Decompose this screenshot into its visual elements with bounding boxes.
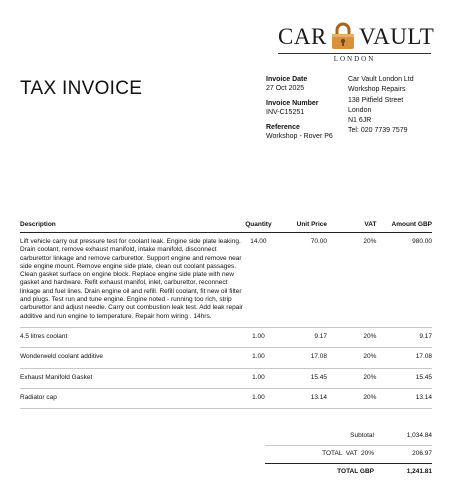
table-row	[20, 348, 432, 368]
item-vat: 20%	[327, 233, 376, 328]
table-row	[20, 327, 432, 347]
header-vat: VAT	[327, 220, 376, 233]
line-items-table	[20, 220, 432, 409]
logo-divider	[278, 53, 431, 54]
vat-total-row	[265, 446, 432, 464]
company-address	[348, 75, 414, 137]
item-unit-price: 17.08	[272, 348, 327, 368]
item-quantity: 1.00	[245, 388, 271, 408]
item-quantity: 1.00	[245, 368, 271, 388]
grand-total-value: 1,241.81	[406, 468, 432, 475]
item-description: 4.5 litres coolant	[20, 327, 245, 347]
header-description: Description	[20, 220, 245, 233]
item-amount: 17.08	[376, 348, 432, 368]
item-vat: 20%	[327, 348, 376, 368]
company-line: Car Vault London Ltd	[348, 76, 414, 83]
item-quantity: 1.00	[245, 348, 271, 368]
item-vat: 20%	[327, 368, 376, 388]
document-title: TAX INVOICE	[20, 78, 143, 99]
subtotal-row	[265, 428, 432, 446]
table-row	[20, 233, 432, 328]
invoice-number-label: Invoice Number	[266, 100, 319, 107]
subtotal-value: 1,034.84	[382, 428, 432, 446]
subtotal-label: Subtotal	[265, 428, 382, 446]
invoice-date-label: Invoice Date	[266, 76, 308, 83]
table-row	[20, 368, 432, 388]
car-vault-logo	[278, 20, 435, 64]
item-amount: 13.14	[376, 388, 432, 408]
company-line: London	[348, 106, 372, 114]
padlock-icon	[330, 22, 356, 50]
invoice-date: 27 Oct 2025	[266, 85, 305, 92]
item-quantity: 1.00	[245, 327, 271, 347]
company-line: Tel: 020 7739 7579	[348, 127, 408, 135]
item-description: Wonderweld coolant additive	[20, 348, 245, 368]
totals-table	[265, 428, 432, 481]
item-description: Exhaust Manifold Gasket	[20, 368, 245, 388]
item-vat: 20%	[327, 388, 376, 408]
item-description: Lift vehicle carry out pressure test for coolant leak. Engine side plate leaking. Drain coolant, remove exhaust manifold, intake manifold, disconnect carburettor linkage and remove carburettor. Support engine and remove near side engine mount. Remove engine side plate, clean out coolant passages. Clean gasket surface on engine block. Replace engine side plate with new gasket and hardware. Refit exhaust manifol, inlet, carburettor, reconnect linkage and fuel lines. Drain engine oil and refill. Refill coolant, fit new oil filter and plugs. Test run and tune engine. Engine noted - running too rich, strip carburettor and adjust needle. Carry out combustion leak test. Add leak repair additive and run engine to temperature. Repair horn wiring . 14hrs.	[20, 233, 245, 328]
header-quantity: Quantity	[245, 220, 271, 233]
logo-word-car: CAR	[278, 24, 327, 49]
header-amount: Amount GBP	[376, 220, 432, 233]
item-vat: 20%	[327, 327, 376, 347]
reference-label: Reference	[266, 124, 300, 131]
item-description: Radiator cap	[20, 388, 245, 408]
item-unit-price: 15.45	[272, 368, 327, 388]
header-unit-price: Unit Price	[272, 220, 327, 233]
item-unit-price: 9.17	[272, 327, 327, 347]
grand-total-row	[265, 464, 432, 482]
table-row	[20, 388, 432, 408]
logo-city: LONDON	[333, 55, 376, 63]
item-amount: 15.45	[376, 368, 432, 388]
item-unit-price: 70.00	[272, 233, 327, 328]
vat-total-label: TOTAL VAT 20%	[265, 446, 382, 464]
company-line: 138 Pitfield Street	[348, 96, 404, 104]
company-line: N1 6JR	[348, 117, 372, 125]
item-amount: 980.00	[376, 233, 432, 328]
item-unit-price: 13.14	[272, 388, 327, 408]
vat-total-value: 206.97	[382, 446, 432, 464]
invoice-meta	[266, 75, 333, 141]
reference-value: Workshop - Rover P6	[266, 133, 333, 140]
grand-total-label: TOTAL GBP	[337, 468, 374, 475]
item-amount: 9.17	[376, 327, 432, 347]
invoice-number: INV-C15251	[266, 109, 305, 116]
logo-word-vault: VAULT	[359, 24, 435, 49]
company-line: Workshop Repairs	[348, 86, 406, 94]
item-quantity: 14.00	[245, 233, 271, 328]
table-header-row	[20, 220, 432, 233]
